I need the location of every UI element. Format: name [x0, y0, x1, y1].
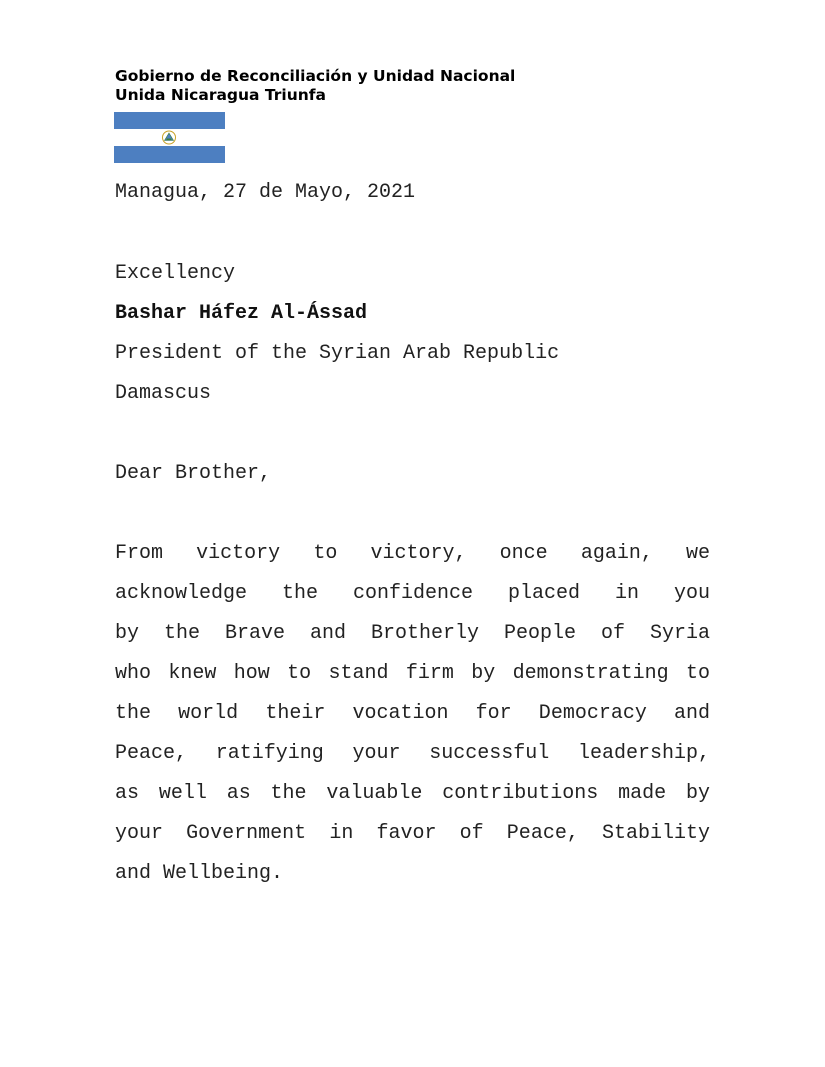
recipient-position: President of the Syrian Arab Republic — [115, 342, 560, 365]
recipient-city: Damascus — [115, 382, 212, 405]
paragraph-line: by the Brave and Brotherly People of Syria — [115, 622, 710, 645]
flag-top-stripe — [114, 112, 225, 129]
nicaragua-coat-of-arms-icon — [159, 129, 179, 146]
letterhead — [115, 67, 515, 105]
paragraph-line: and Wellbeing. — [115, 862, 284, 885]
salutation-title: Excellency — [115, 262, 236, 285]
nicaragua-flag — [114, 112, 225, 163]
greeting: Dear Brother, — [115, 462, 272, 485]
paragraph-line: From victory to victory, once again, we — [115, 542, 710, 565]
place-and-date: Managua, 27 de Mayo, 2021 — [115, 181, 416, 204]
recipient-name: Bashar Háfez Al-Ássad — [115, 302, 368, 325]
letterhead-slogan: Unida Nicaragua Triunfa — [115, 86, 327, 104]
letterhead-government-name: Gobierno de Reconciliación y Unidad Nacional — [115, 67, 516, 85]
paragraph-line: who knew how to stand firm by demonstrating to — [115, 662, 710, 685]
paragraph-line: as well as the valuable contributions made by — [115, 782, 710, 805]
letter-paragraph — [115, 534, 710, 894]
paragraph-line: the world their vocation for Democracy and — [115, 702, 710, 725]
paragraph-line: your Government in favor of Peace, Stability — [115, 822, 710, 845]
flag-bottom-stripe — [114, 146, 225, 163]
paragraph-line: acknowledge the confidence placed in you — [115, 582, 710, 605]
paragraph-line: Peace, ratifying your successful leadership, — [115, 742, 710, 765]
